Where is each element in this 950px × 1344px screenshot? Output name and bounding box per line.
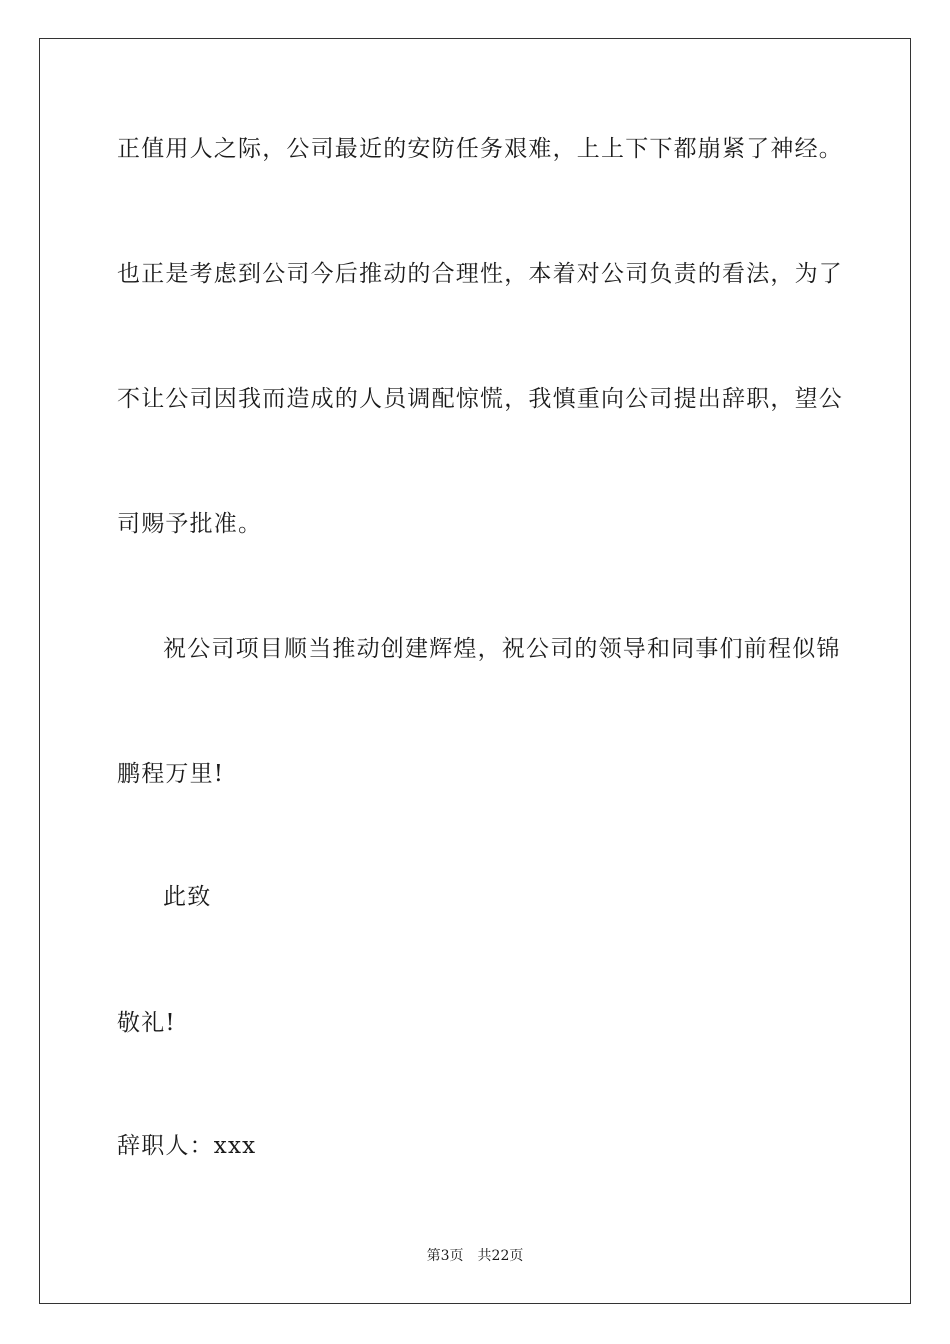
- page-number-current: 第3页: [426, 1248, 464, 1264]
- closing-regards: 敬礼!: [117, 1010, 176, 1036]
- page-border: [39, 38, 911, 1304]
- signature-line: 辞职人：xxx: [117, 1133, 257, 1159]
- body-line-6: 鹏程万里!: [117, 761, 225, 787]
- page-footer: [0, 1246, 950, 1266]
- body-line-4: 司赐予批准。: [117, 511, 263, 537]
- closing-salutation: 此致: [163, 884, 212, 910]
- body-line-3: 不让公司因我而造成的人员调配惊慌，我慎重向公司提出辞职，望公: [117, 386, 843, 412]
- body-line-2: 也正是考虑到公司今后推动的合理性，本着对公司负责的看法，为了: [117, 261, 843, 287]
- page-number-total: 共22页: [477, 1248, 524, 1264]
- body-line-1: 正值用人之际，公司最近的安防任务艰难，上上下下都崩紧了神经。: [117, 136, 843, 162]
- body-line-5: 祝公司项目顺当推动创建辉煌，祝公司的领导和同事们前程似锦: [163, 636, 841, 662]
